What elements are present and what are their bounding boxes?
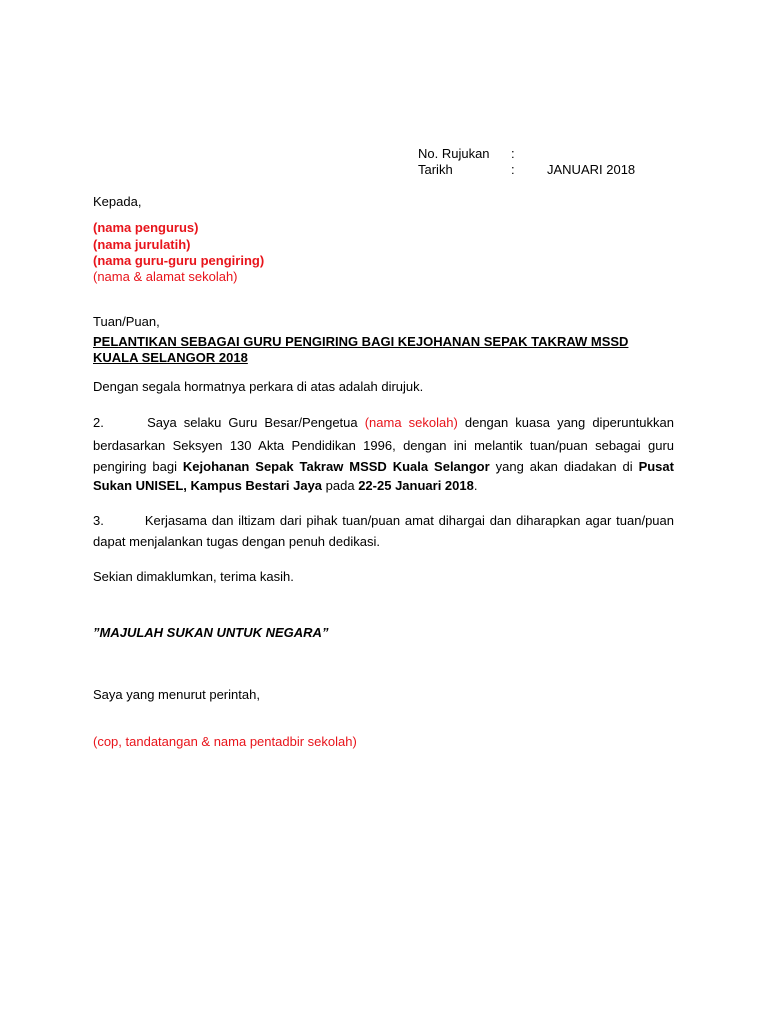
greeting: Tuan/Puan, (93, 314, 160, 329)
paragraph-3-line-1 (93, 513, 674, 529)
paragraph-2-line-2: berdasarkan Seksyen 130 Akta Pendidikan 1996, dengan ini melantik tuan/puan sebagai guru (93, 438, 674, 453)
venue-start: Pusat (638, 459, 674, 474)
recipient-heading: Kepada, (93, 194, 142, 209)
subject-line-1: PELANTIKAN SEBAGAI GURU PENGIRING BAGI KEJOHANAN SEPAK TAKRAW MSSD (93, 334, 629, 349)
text-segment: pengiring bagi (93, 459, 177, 474)
text-segment: dengan kuasa yang diperuntukkan (464, 415, 674, 430)
date-value: JANUARI 2018 (547, 162, 636, 177)
reference-row (418, 146, 635, 162)
paragraph-number: 2. (93, 415, 104, 430)
intro-paragraph: Dengan segala hormatnya perkara di atas adalah dirujuk. (93, 379, 424, 394)
paragraph-2-line-1 (93, 415, 674, 431)
reference-label: No. Rujukan (418, 146, 490, 161)
signature-placeholder: (cop, tandatangan & nama pentadbir sekolah) (93, 734, 357, 749)
reference-colon: : (511, 146, 515, 161)
date-row (418, 162, 635, 178)
paragraph-3-line-2: dapat menjalankan tugas dengan penuh dedikasi. (93, 534, 380, 549)
subject-line-2: KUALA SELANGOR 2018 (93, 350, 248, 365)
venue-name: Sukan UNISEL, Kampus Bestari Jaya (93, 478, 323, 493)
paragraph-2-line-3 (93, 459, 674, 475)
text-segment: Saya selaku Guru Besar/Pengetua (147, 415, 358, 430)
reference-block (418, 146, 635, 178)
text-segment: pada (325, 478, 355, 493)
closing-line: Sekian dimaklumkan, terima kasih. (93, 569, 294, 584)
event-name: Kejohanan Sepak Takraw MSSD Kuala Selangor (182, 459, 490, 474)
event-dates: 22-25 Januari 2018 (358, 478, 474, 493)
paragraph-number: 3. (93, 513, 104, 528)
text-segment: yang akan diadakan di (495, 459, 633, 474)
sign-off: Saya yang menurut perintah, (93, 687, 260, 702)
text-segment: . (473, 478, 478, 493)
recipient-coach: (nama jurulatih) (93, 237, 191, 252)
school-name-placeholder: (nama sekolah) (364, 415, 458, 430)
recipient-manager: (nama pengurus) (93, 220, 199, 235)
paragraph-2-line-4 (93, 478, 674, 494)
text-segment: Kerjasama dan iltizam dari pihak tuan/puan amat dihargai dan diharapkan agar tuan/puan (144, 513, 674, 528)
motto: ”MAJULAH SUKAN UNTUK NEGARA” (93, 625, 329, 640)
recipient-teachers: (nama guru-guru pengiring) (93, 253, 265, 268)
recipient-school: (nama & alamat sekolah) (93, 269, 238, 284)
date-label: Tarikh (418, 162, 453, 177)
date-colon: : (511, 162, 515, 177)
